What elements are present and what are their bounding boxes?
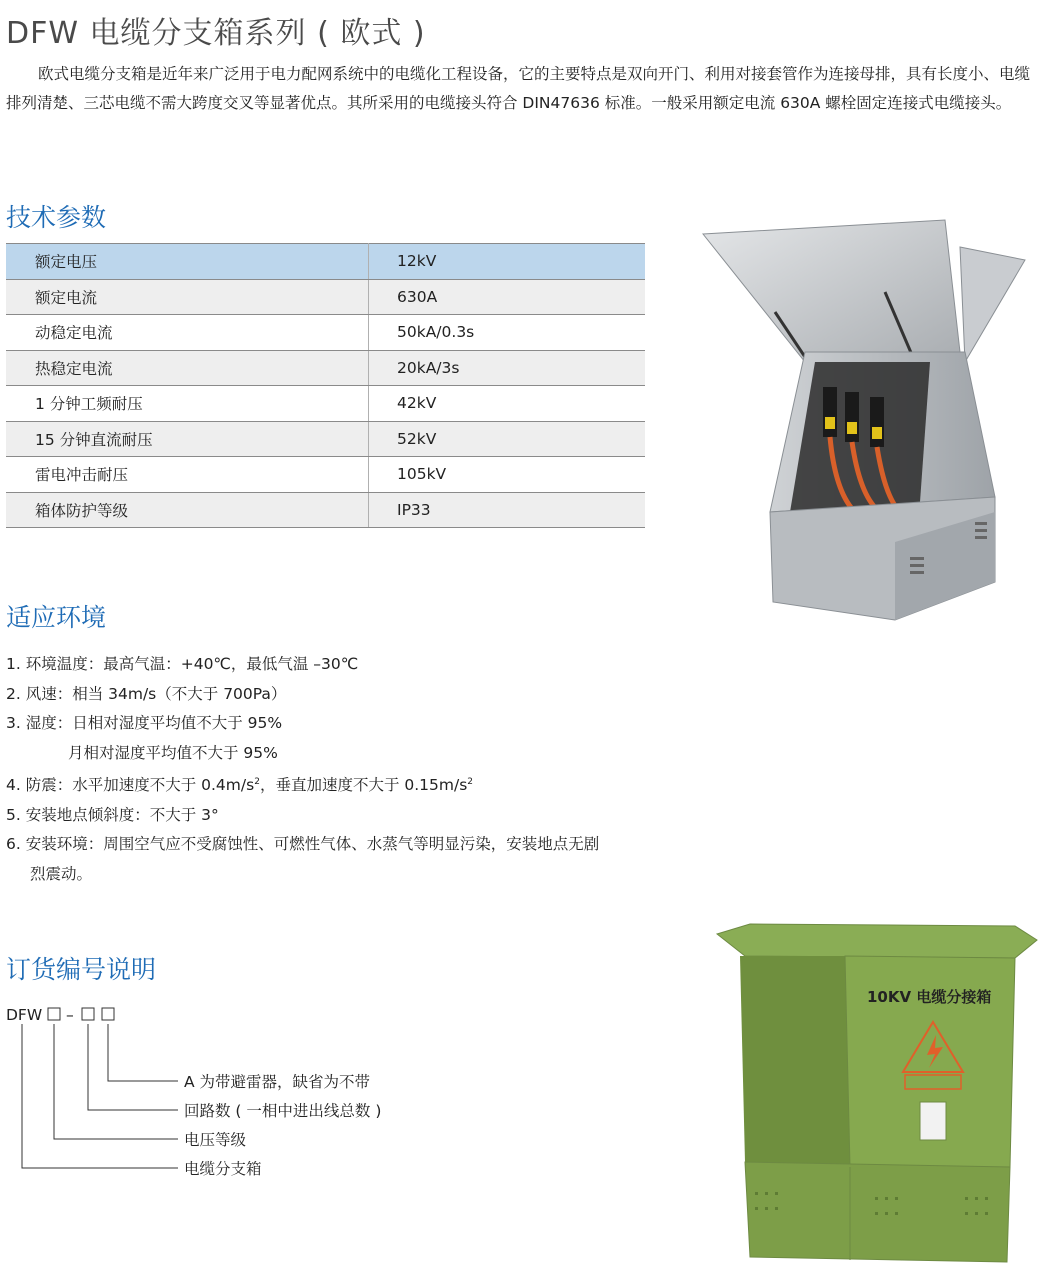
code-box <box>102 1008 114 1020</box>
spec-value: 20kA/3s <box>369 350 646 386</box>
order-code-prefix: DFW <box>6 1006 43 1024</box>
list-item <box>6 768 656 801</box>
spec-row <box>6 279 645 315</box>
green-cabinet-image <box>715 922 1040 1270</box>
spec-row <box>6 421 645 457</box>
spec-row <box>6 386 645 422</box>
cabinet-label: 10KV 电缆分接箱 <box>867 988 992 1006</box>
list-item: 2. 风速：相当 34m/s（不大于 700Pa） <box>6 684 287 703</box>
order-code-dash: – <box>66 1006 74 1024</box>
page-title: DFW 电缆分支箱系列 ( 欧式 ) <box>6 16 426 51</box>
spec-name: 箱体防护等级 <box>6 492 369 528</box>
section-heading-environment: 适应环境 <box>6 603 107 632</box>
silver-cabinet-image <box>695 212 1030 627</box>
code-box <box>82 1008 94 1020</box>
section-heading-order: 订货编号说明 <box>6 955 157 984</box>
spec-value: 630A <box>369 279 646 315</box>
quake-text-b: ，垂直加速度不大于 0.15m/s <box>259 776 468 794</box>
environment-list <box>6 650 656 889</box>
spec-value: 52kV <box>369 421 646 457</box>
spec-row <box>6 350 645 386</box>
spec-name: 额定电压 <box>6 244 369 280</box>
list-item: 5. 安装地点倾斜度：不大于 3° <box>6 805 219 824</box>
section-heading-specs: 技术参数 <box>6 203 107 232</box>
order-label-arrester: A 为带避雷器，缺省为不带 <box>184 1073 371 1091</box>
code-box <box>48 1008 60 1020</box>
spec-row <box>6 315 645 351</box>
spec-name: 15 分钟直流耐压 <box>6 421 369 457</box>
order-label-product: 电缆分支箱 <box>184 1160 262 1178</box>
spec-value: 42kV <box>369 386 646 422</box>
list-item: 6. 安装环境：周围空气应不受腐蚀性、可燃性气体、水蒸气等明显污染，安装地点无剧 <box>6 835 600 853</box>
spec-name: 热稳定电流 <box>6 350 369 386</box>
spec-table <box>6 243 645 528</box>
spec-value: 105kV <box>369 457 646 493</box>
order-code-diagram <box>6 1000 426 1185</box>
list-item: 烈震动。 <box>30 864 93 883</box>
order-label-voltage: 电压等级 <box>184 1131 247 1149</box>
superscript: 2 <box>467 777 474 787</box>
list-item: 1. 环境温度：最高气温：+40℃，最低气温 –30℃ <box>6 655 359 673</box>
leader-lines <box>22 1024 178 1168</box>
list-item: 3. 湿度：日相对湿度平均值不大于 95% <box>6 714 283 732</box>
list-item: 月相对湿度平均值不大于 95% <box>68 743 278 762</box>
spec-name: 1 分钟工频耐压 <box>6 386 369 422</box>
spec-value: 12kV <box>369 244 646 280</box>
order-label-circuits: 回路数 ( 一相中进出线总数 ) <box>184 1102 382 1120</box>
intro-paragraph: 欧式电缆分支箱是近年来广泛用于电力配网系统中的电缆化工程设备，它的主要特点是双向开门、利用对接套管作为连接母排，具有长度小、电缆排列清楚、三芯电缆不需大跨度交叉等显著优点。其所采用的电缆接头符合 DIN47636 标准。一般采用额定电流 630A 螺栓固定连接式电缆接头。 <box>6 65 1031 112</box>
spec-name: 雷电冲击耐压 <box>6 457 369 493</box>
spec-name: 动稳定电流 <box>6 315 369 351</box>
spec-row <box>6 492 645 528</box>
spec-row <box>6 244 645 280</box>
quake-text-a: 4. 防震：水平加速度不大于 0.4m/s <box>6 776 255 794</box>
superscript: 2 <box>254 777 260 787</box>
spec-name: 额定电流 <box>6 279 369 315</box>
spec-row <box>6 457 645 493</box>
spec-value: 50kA/0.3s <box>369 315 646 351</box>
spec-value: IP33 <box>369 492 646 528</box>
